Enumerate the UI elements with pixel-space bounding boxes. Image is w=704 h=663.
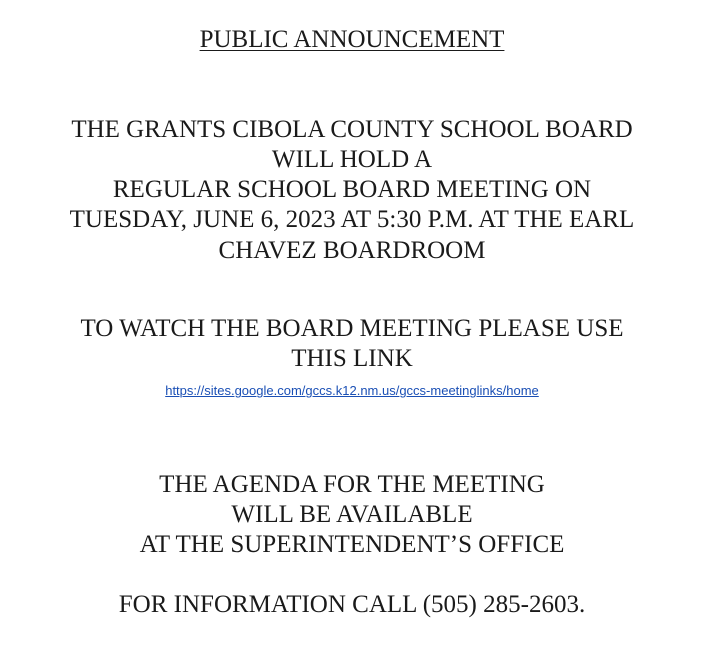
meeting-notice-line-5: CHAVEZ BOARDROOM <box>218 237 486 264</box>
meeting-notice-line-1: THE GRANTS CIBOLA COUNTY SCHOOL BOARD <box>71 116 633 143</box>
meeting-notice-line-4: TUESDAY, JUNE 6, 2023 AT 5:30 P.M. AT THE EARL <box>69 206 635 233</box>
meeting-notice-line-3: REGULAR SCHOOL BOARD MEETING ON <box>112 176 592 203</box>
watch-notice-line-1: TO WATCH THE BOARD MEETING PLEASE USE <box>80 315 624 342</box>
agenda-notice-line-1: THE AGENDA FOR THE MEETING <box>159 471 545 498</box>
announcement-title: PUBLIC ANNOUNCEMENT <box>199 26 505 53</box>
watch-link-row <box>0 373 704 398</box>
agenda-notice-line-3: AT THE SUPERINTENDENT’S OFFICE <box>139 531 565 558</box>
contact-info: FOR INFORMATION CALL (505) 285-2603. <box>118 591 586 618</box>
watch-notice-line-2: THIS LINK <box>291 345 413 372</box>
meeting-link[interactable]: https://sites.google.com/gccs.k12.nm.us/gccs-meetinglinks/home <box>165 383 539 398</box>
agenda-notice-line-2: WILL BE AVAILABLE <box>231 501 473 528</box>
meeting-notice-line-2: WILL HOLD A <box>271 146 433 173</box>
